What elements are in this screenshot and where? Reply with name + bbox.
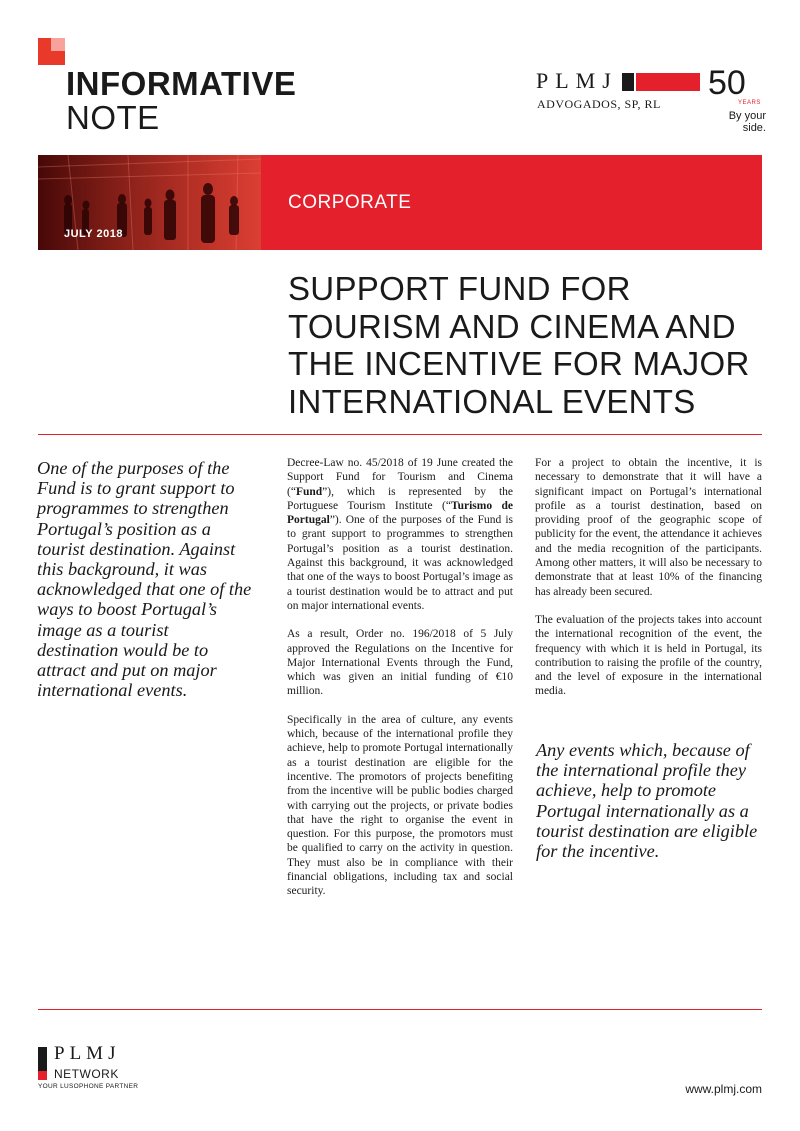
body-column-middle xyxy=(287,456,513,913)
divider-bottom xyxy=(38,1009,762,1010)
body-paragraph: As a result, Order no. 196/2018 of 5 July approved the Regulations on the Incentive for Major International Events through the Fund, which was given an initial funding of €10 million. xyxy=(287,628,513,698)
anniversary-label: YEARS xyxy=(738,100,761,106)
plmj-logo: PLMJ xyxy=(536,68,618,93)
body-paragraph: Specifically in the area of culture, any events which, because of the international profile they achieve, help to promote Portugal internationally as a tourist destination are eligible for the incentive. The promotors of projects benefiting from the incentive will be public bodies charged with carrying out the projects, or private bodies that have the right to organise the event in question. For this purpose, the promotors must be qualified to carry on the activity in question. They must also be in compliance with their financial obligations, including tax and social security. xyxy=(287,713,513,898)
tagline: By your side. xyxy=(728,110,766,134)
logo-red-bar xyxy=(636,73,700,91)
footer-network-label: NETWORK xyxy=(54,1067,119,1081)
footer-plmj-logo: PLMJ xyxy=(54,1043,121,1064)
footer-logo-red-mark xyxy=(38,1071,47,1080)
body-paragraph: The evaluation of the projects takes into account the international recognition of the event, the frequency with which it is held in Portugal, its contribution to raising the profile of the country, and the level of exposure in the international media. xyxy=(535,613,762,698)
body-paragraph: For a project to obtain the incentive, it is necessary to demonstrate that it will have a significant impact on Portugal’s international profile as a tourist destination, based on providing proof of the geographic scope of publicity for the event, the attendance it achieves and the media recognition of the participants. Among other matters, it will also be necessary to demonstrate that at least 10% of the financing has already been secured. xyxy=(535,457,762,598)
logo-subtitle: ADVOGADOS, SP, RL xyxy=(537,97,661,111)
category-label: CORPORATE xyxy=(288,192,412,213)
defined-term: Turismo de Portugal xyxy=(287,499,513,527)
pull-quote-right: Any events which, because of the international profile they achieve, help to promote Portugal internationally as a tourist destination are eligible for the incentive. xyxy=(536,740,758,862)
defined-term: Fund xyxy=(295,485,323,498)
red-square-mark xyxy=(38,38,65,65)
document-type-title: INFORMATIVE xyxy=(66,65,297,102)
footer-partner-label: YOUR LUSOPHONE PARTNER xyxy=(38,1083,139,1090)
website-link[interactable]: www.plmj.com xyxy=(685,1082,762,1096)
pull-quote-left: One of the purposes of the Fund is to grant support to programmes to strengthen Portugal’s position as a tourist destination. Against this background, it was acknowledged that one of the ways to boost Portugal’s image as a tourist destination would be to attract and put on major international events. xyxy=(37,458,252,701)
body-paragraph: Decree-Law no. 45/2018 of 19 June created the Support Fund for Tourism and Cinema (“Fund”), which is represented by the Portuguese Tourism Institute (“Turismo de Portugal”). One of the purposes of the Fund is to grant support to programmes to strengthen Portugal’s position as a tourist destination. Against this background, it was acknowledged that one of the ways to boost Portugal’s image as a tourist destination would be to attract and put on major international events. xyxy=(287,457,513,612)
body-column-right xyxy=(535,456,762,713)
anniversary-number: 50 xyxy=(708,64,746,102)
headline: SUPPORT FUND FOR TOURISM AND CINEMA AND THE INCENTIVE FOR MAJOR INTERNATIONAL EVENTS xyxy=(288,270,750,420)
logo-black-bar xyxy=(622,73,634,91)
publication-date: JULY 2018 xyxy=(64,228,123,240)
document-type-subtitle: NOTE xyxy=(66,99,160,136)
divider-top xyxy=(38,434,762,435)
